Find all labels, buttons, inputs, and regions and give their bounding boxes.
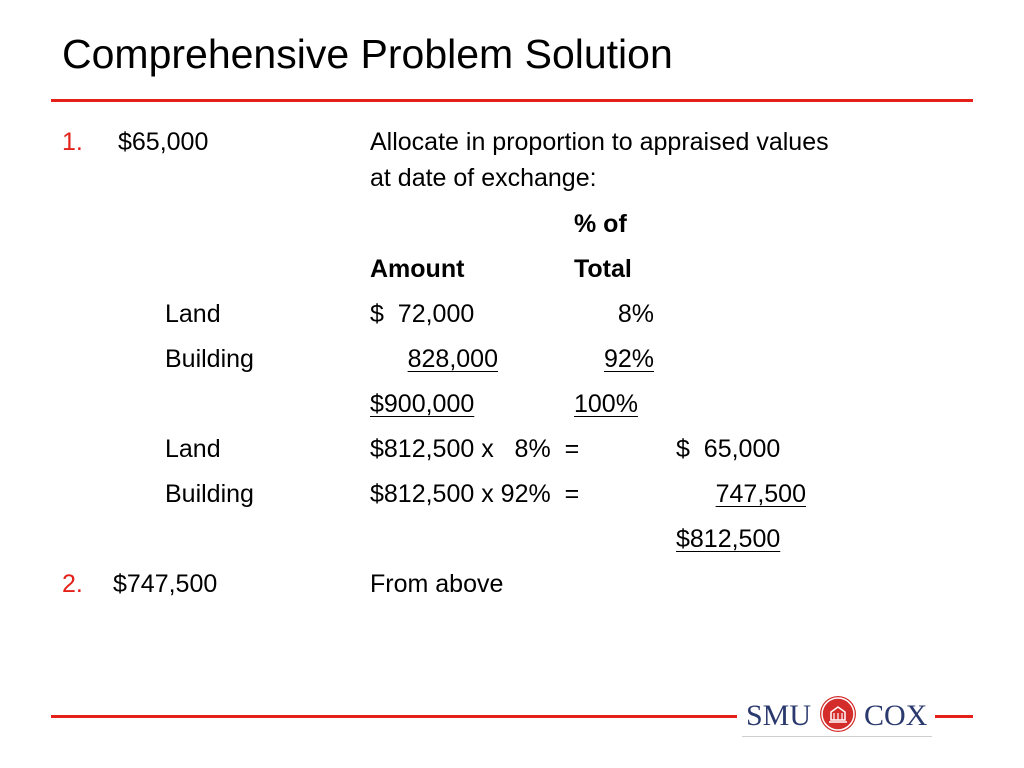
allocation-row-land-formula: $812,500 x 8% =: [370, 435, 580, 463]
appraisal-row-building-label: Building: [165, 345, 254, 373]
allocation-row-building-result: 747,500: [715, 480, 806, 508]
allocation-row-land-label: Land: [165, 435, 221, 463]
item2-description: From above: [370, 570, 504, 598]
page-title: Comprehensive Problem Solution: [62, 31, 673, 77]
allocation-total: $812,500: [676, 525, 781, 553]
item1-amount: $65,000: [118, 128, 209, 156]
logo-underline: [742, 736, 932, 737]
smu-seal-icon: [820, 696, 856, 732]
allocation-row-building-label: Building: [165, 480, 254, 508]
appraisal-row-building-percent: 92%: [603, 345, 654, 373]
title-divider: [51, 99, 973, 102]
item2-amount: $747,500: [113, 570, 218, 598]
appraisal-total-amount: $900,000: [370, 390, 475, 418]
footer-divider-left: [51, 715, 737, 718]
allocation-row-land-result: $ 65,000: [676, 435, 781, 463]
item1-number: 1.: [62, 128, 83, 156]
footer-divider-right: [935, 715, 973, 718]
header-percent-of: % of: [574, 210, 627, 238]
appraisal-row-land-percent: 8%: [617, 300, 654, 328]
logo-cox-text: COX: [864, 699, 928, 732]
item2-number: 2.: [62, 570, 83, 598]
item1-description-line1: Allocate in proportion to appraised values: [370, 128, 829, 156]
allocation-row-building-formula: $812,500 x 92% =: [370, 480, 580, 508]
item1-description-line2: at date of exchange:: [370, 164, 597, 192]
appraisal-total-percent: 100%: [574, 390, 638, 418]
logo-smu-text: SMU: [746, 699, 812, 732]
header-total: Total: [574, 255, 632, 283]
appraisal-row-building-amount: 828,000: [407, 345, 498, 373]
header-amount: Amount: [370, 255, 465, 283]
smu-cox-logo: [742, 694, 932, 738]
appraisal-row-land-label: Land: [165, 300, 221, 328]
appraisal-row-land-amount: $ 72,000: [370, 300, 475, 328]
